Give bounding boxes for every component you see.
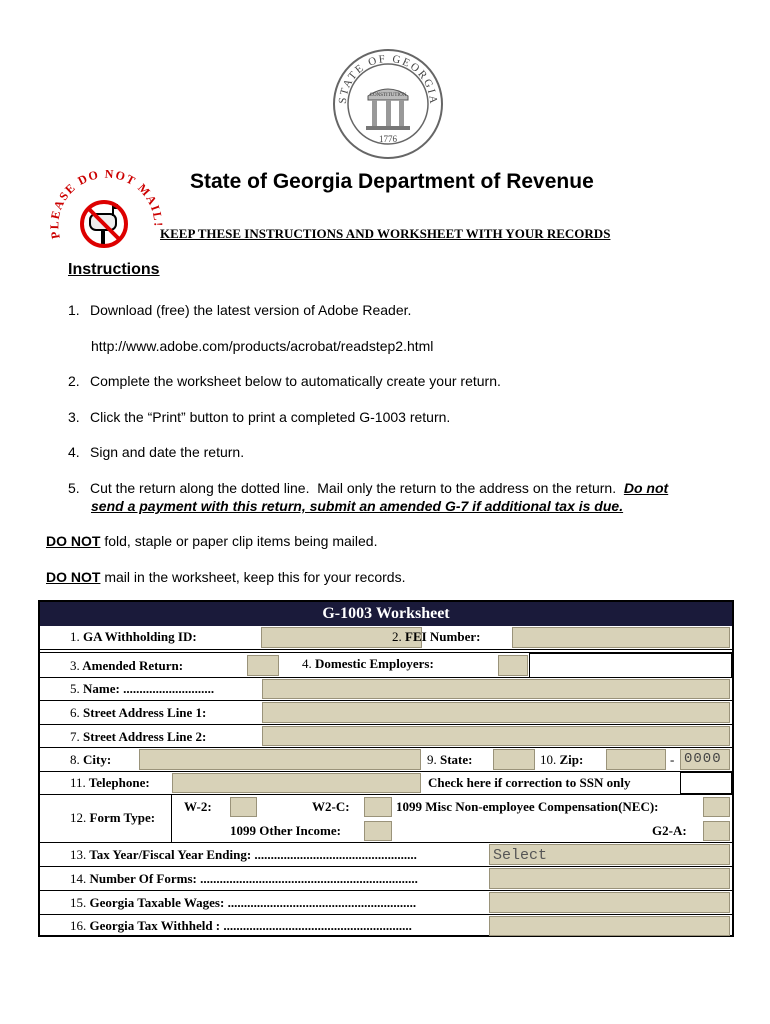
tax-year-select-value: Select (493, 847, 548, 864)
row-ga-withholding (40, 626, 732, 650)
street-address-2-label: 7. Street Address Line 2: (70, 729, 207, 744)
ga-withholding-label: 1. GA Withholding ID: (70, 629, 197, 644)
row-form-type (40, 795, 732, 843)
instruction-step-3: 3. Click the “Print” button to print a completed G-1003 return. (68, 409, 451, 425)
domestic-employers-field[interactable] (529, 653, 732, 678)
city-field[interactable] (139, 749, 421, 770)
fei-number-field[interactable] (512, 627, 730, 648)
g2a-checkbox[interactable] (703, 821, 730, 841)
row-telephone (40, 772, 732, 795)
row-tax-withheld (40, 915, 732, 937)
state-field[interactable] (493, 749, 535, 770)
row-name (40, 678, 732, 701)
seal-text: STATE OF GEORGIA (336, 52, 440, 106)
instruction-step-4: 4. Sign and date the return. (68, 444, 245, 460)
other-income-checkbox[interactable] (364, 821, 392, 841)
domestic-employers-label: 4. Domestic Employers: (302, 656, 434, 671)
taxable-wages-label: 15. Georgia Taxable Wages: .......................................................... (70, 895, 417, 910)
seal-motto: CONSTITUTION (369, 93, 407, 98)
ssn-correction-label: Check here if correction to SSN only (428, 775, 631, 790)
row-address2 (40, 725, 732, 748)
row-city-state-zip (40, 748, 732, 772)
row-tax-year (40, 843, 732, 867)
adobe-reader-link[interactable]: http://www.adobe.com/products/acrobat/readstep2.html (91, 338, 434, 354)
taxable-wages-field[interactable] (489, 892, 730, 913)
telephone-field[interactable] (172, 773, 421, 793)
keep-records-notice: KEEP THESE INSTRUCTIONS AND WORKSHEET WITH YOUR RECORDS (160, 226, 611, 241)
row-number-of-forms (40, 867, 732, 891)
g2a-label: G2-A: (652, 823, 687, 838)
form-type-label: 12. Form Type: (70, 810, 156, 825)
instruction-step-5-continued: send a payment with this return, submit an amended G-7 if additional tax is due. (91, 498, 624, 514)
zip-label: 10. Zip: (540, 752, 584, 767)
georgia-state-seal (332, 48, 444, 160)
seal-year: 1776 (379, 134, 397, 144)
do-not-fold-notice: DO NOT fold, staple or paper clip items being mailed. (46, 533, 378, 549)
g1003-worksheet (38, 600, 734, 937)
worksheet-title: G-1003 Worksheet (40, 602, 732, 626)
do-not-mail-stamp (46, 170, 166, 260)
amended-return-checkbox[interactable] (247, 655, 279, 676)
w2c-checkbox[interactable] (364, 797, 392, 817)
domestic-employers-checkbox[interactable] (498, 655, 528, 676)
ssn-correction-checkbox[interactable] (680, 772, 732, 794)
nec-label: 1099 Misc Non-employee Compensation(NEC): (396, 799, 659, 814)
tax-withheld-label: 16. Georgia Tax Withheld : .......................................................... (70, 918, 412, 933)
street-address-1-field[interactable] (262, 702, 730, 723)
telephone-label: 11. Telephone: (70, 775, 150, 790)
zip-dash: - (670, 752, 675, 767)
city-label: 8. City: (70, 752, 112, 767)
row-address1 (40, 701, 732, 725)
name-field[interactable] (262, 679, 730, 699)
row-amended (40, 652, 732, 678)
instruction-step-2: 2. Complete the worksheet below to automatically create your return. (68, 373, 501, 389)
page-title: State of Georgia Department of Revenue (190, 170, 594, 193)
zip-plus4-value: 0000 (684, 751, 722, 767)
row-taxable-wages (40, 891, 732, 915)
w2c-label: W2-C: (312, 799, 350, 814)
do-not-mail-text: PLEASE DO NOT MAIL! (47, 170, 166, 240)
street-address-1-label: 6. Street Address Line 1: (70, 705, 207, 720)
do-not-mail-worksheet-notice: DO NOT mail in the worksheet, keep this for your records. (46, 569, 406, 585)
street-address-2-field[interactable] (262, 726, 730, 746)
number-of-forms-field[interactable] (489, 868, 730, 889)
zip-field[interactable] (606, 749, 666, 770)
tax-year-label: 13. Tax Year/Fiscal Year Ending: .................................................. (70, 847, 417, 862)
w2-checkbox[interactable] (230, 797, 257, 817)
instructions-heading: Instructions (68, 261, 160, 278)
instruction-step-5: 5. Cut the return along the dotted line. Mail only the return to the address on the return. Do not (68, 480, 669, 496)
instruction-step-1: 1. Download (free) the latest version of Adobe Reader. (68, 302, 412, 318)
state-label: 9. State: (427, 752, 473, 767)
number-of-forms-label: 14. Number Of Forms: ................................................................... (70, 871, 418, 886)
nec-checkbox[interactable] (703, 797, 730, 817)
w2-label: W-2: (184, 799, 212, 814)
amended-return-label: 3. Amended Return: (70, 658, 184, 673)
other-income-label: 1099 Other Income: (230, 823, 341, 838)
name-label: 5. Name: ............................ (70, 681, 215, 696)
tax-withheld-field[interactable] (489, 916, 730, 936)
fei-number-label: 2. FEI Number: (392, 629, 481, 644)
